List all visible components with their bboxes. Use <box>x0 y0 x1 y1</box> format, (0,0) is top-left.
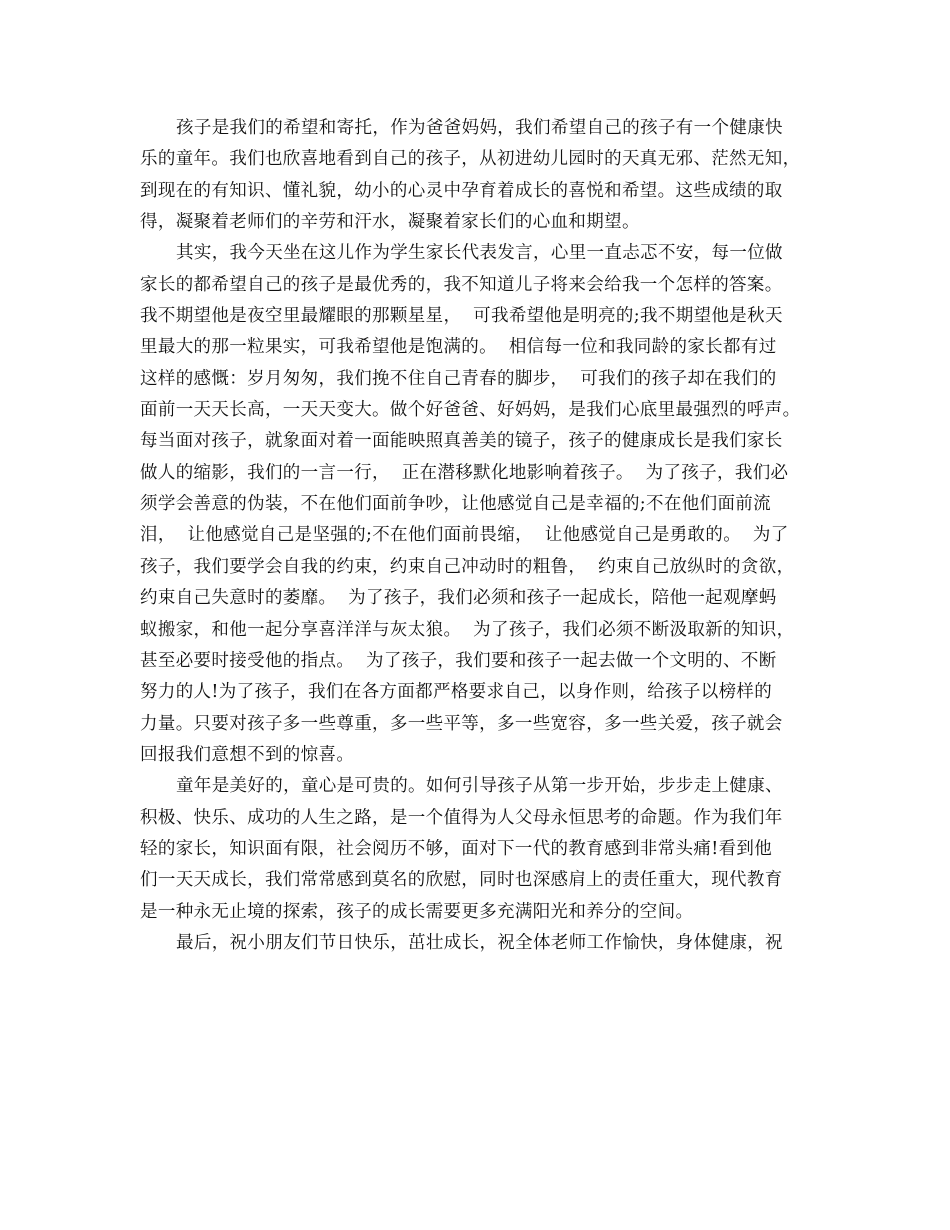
text-line: 们一天天成长，我们常常感到莫名的欣慰，同时也深感肩上的责任重大，现代教育 <box>140 870 783 891</box>
text-line: 每当面对孩子，就象面对着一面能映照真善美的镜子，孩子的健康成长是我们家长 <box>140 431 783 452</box>
text-line: 努力的人!为了孩子，我们在各方面都严格要求自己，以身作则，给孩子以榜样的 <box>140 682 773 703</box>
paragraph-first-line: 孩子是我们的希望和寄托，作为爸爸妈妈，我们希望自己的孩子有一个健康快 <box>176 118 783 138</box>
text-line: 甚至必要时接受他的指点。 为了孩子，我们要和孩子一起去做一个文明的、不断 <box>140 650 777 671</box>
text-line: 须学会善意的伪装，不在他们面前争吵，让他感觉自己是幸福的;不在他们面前流 <box>140 494 771 515</box>
text-line: 力量。只要对孩子多一些尊重，多一些平等，多一些宽容，多一些关爱，孩子就会 <box>140 713 783 734</box>
text-line: 是一种永无止境的探索，孩子的成长需要更多充满阳光和养分的空间。 <box>140 901 694 922</box>
text-line: 泪， 让他感觉自己是坚强的;不在他们面前畏缩， 让他感觉自己是勇敢的。 为了 <box>140 525 789 546</box>
text-line: 回报我们意想不到的惊喜。 <box>140 744 355 765</box>
paragraph-first-line: 最后，祝小朋友们节日快乐，茁壮成长，祝全体老师工作愉快，身体健康，祝 <box>176 932 783 953</box>
text-line: 做人的缩影，我们的一言一行， 正在潜移默化地影响着孩子。 为了孩子，我们必 <box>140 462 789 483</box>
text-line: 得，凝聚着老师们的辛劳和汗水，凝聚着家长们的心血和期望。 <box>140 212 640 233</box>
text-line: 轻的家长，知识面有限，社会阅历不够，面对下一代的教育感到非常头痛!看到他 <box>140 838 773 859</box>
text-line: 乐的童年。我们也欣喜地看到自己的孩子，从初进幼儿园时的天真无邪、茫然无知， <box>140 149 801 170</box>
paragraph-first-line: 童年是美好的，童心是可贵的。如何引导孩子从第一步开始，步步走上健康、 <box>176 776 783 797</box>
text-line: 到现在的有知识、懂礼貌，幼小的心灵中孕育着成长的喜悦和希望。这些成绩的取 <box>140 180 783 201</box>
paragraph-first-line: 其实，我今天坐在这儿作为学生家长代表发言，心里一直忐忑不安，每一位做 <box>176 243 783 264</box>
document-body <box>140 113 830 959</box>
text-line: 蚁搬家，和他一起分享喜洋洋与灰太狼。 为了孩子，我们必须不断汲取新的知识， <box>140 619 795 640</box>
text-line: 家长的都希望自己的孩子是最优秀的，我不知道儿子将来会给我一个怎样的答案。 <box>140 274 783 295</box>
text-line: 我不期望他是夜空里最耀眼的那颗星星， 可我希望他是明亮的;我不期望他是秋天 <box>140 306 783 327</box>
text-line: 积极、快乐、成功的人生之路，是一个值得为人父母永恒思考的命题。作为我们年 <box>140 807 783 828</box>
text-line: 里最大的那一粒果实，可我希望他是饱满的。 相信每一位和我同龄的家长都有过 <box>140 337 777 358</box>
text-line: 孩子，我们要学会自我的约束，约束自己冲动时的粗鲁， 约束自己放纵时的贪欲， <box>140 556 795 577</box>
text-line: 这样的感慨：岁月匆匆，我们挽不住自己青春的脚步， 可我们的孩子却在我们的 <box>140 368 777 389</box>
text-line: 面前一天天长高，一天天变大。做个好爸爸、好妈妈，是我们心底里最强烈的呼声。 <box>140 400 801 421</box>
text-line: 约束自己失意时的萎靡。 为了孩子，我们必须和孩子一起成长，陪他一起观摩蚂 <box>140 588 777 609</box>
